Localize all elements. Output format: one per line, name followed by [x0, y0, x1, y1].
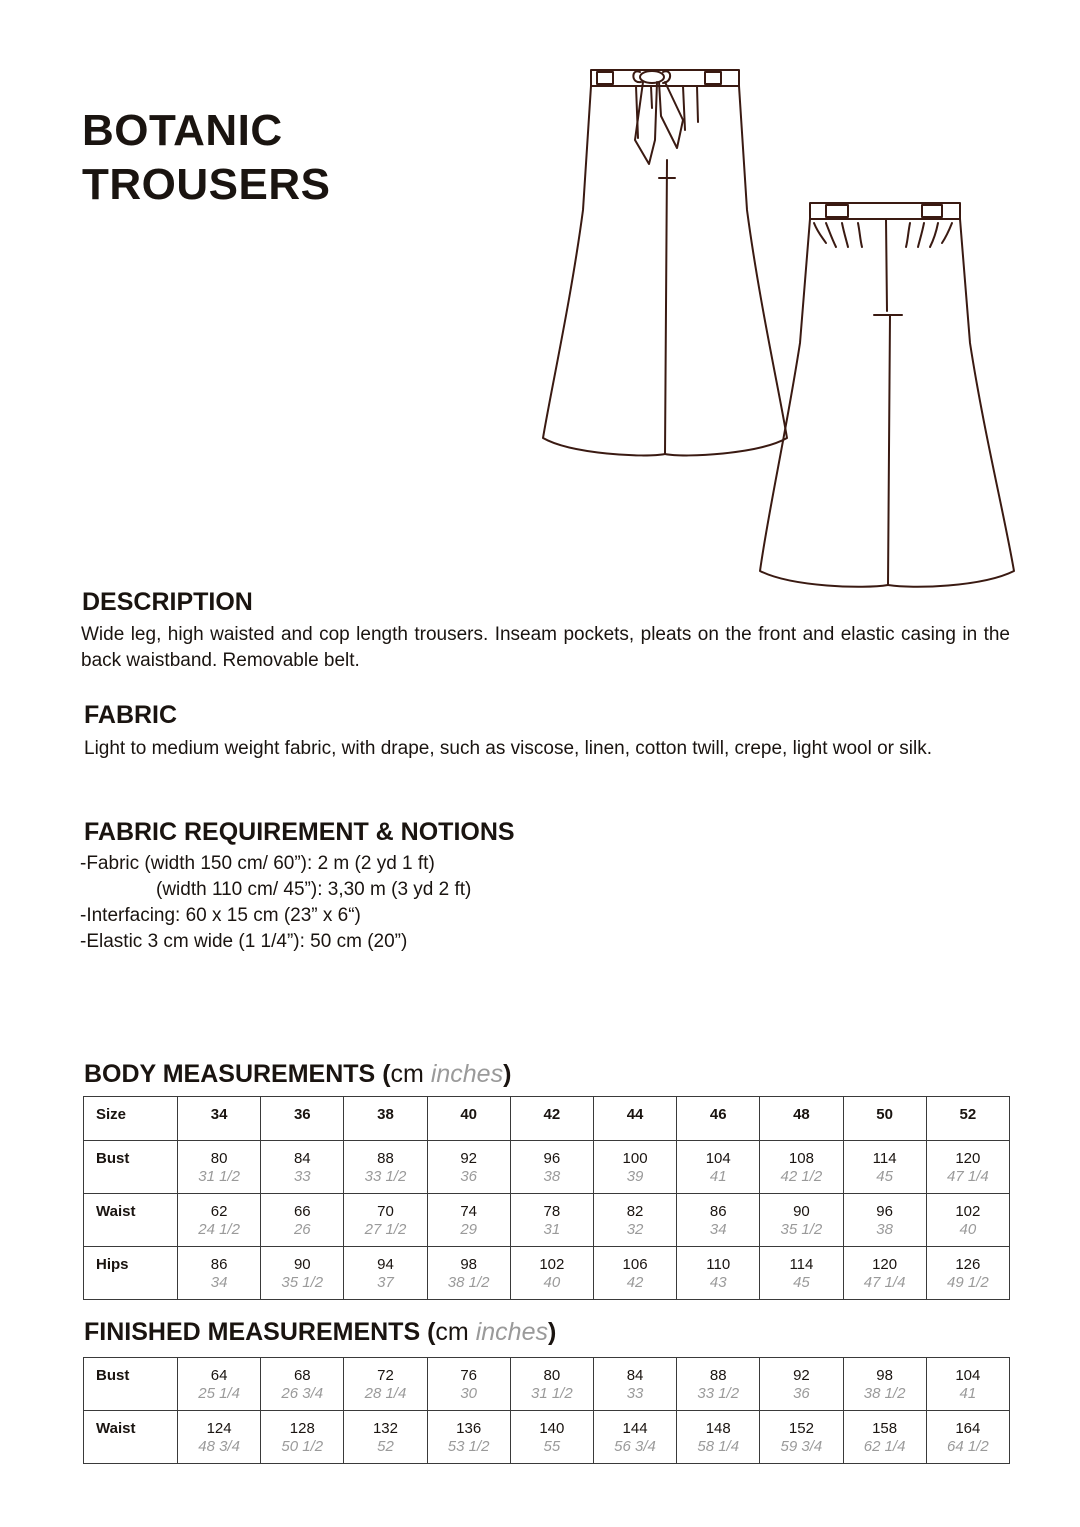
- size-header-row: [84, 1097, 1010, 1141]
- value-inches: 36: [460, 1168, 477, 1185]
- body-unit-inches: inches: [430, 1060, 504, 1088]
- value-inches: 31 1/2: [530, 1385, 573, 1402]
- value-cm: 110: [706, 1256, 731, 1273]
- value-cm: 84: [626, 1367, 644, 1384]
- value-inches: 35 1/2: [780, 1221, 823, 1238]
- value-inches: 42 1/2: [780, 1168, 823, 1185]
- size-36: 36: [261, 1097, 344, 1141]
- value-inches: 34: [210, 1274, 228, 1291]
- measurement-cell: [178, 1358, 261, 1411]
- value-cm: 102: [955, 1203, 981, 1220]
- title-line-2: TROUSERS: [82, 160, 331, 209]
- value-cm: 104: [705, 1150, 731, 1167]
- value-inches: 30: [460, 1385, 477, 1402]
- value-inches: 27 1/2: [364, 1221, 407, 1238]
- value-cm: 70: [377, 1203, 394, 1220]
- value-cm: 88: [377, 1150, 394, 1167]
- value-inches: 59 3/4: [780, 1438, 823, 1455]
- value-cm: 128: [289, 1420, 315, 1437]
- value-inches: 53 1/2: [447, 1438, 490, 1455]
- measurement-cell: [261, 1141, 344, 1194]
- finished-measurements-heading: [84, 1317, 556, 1347]
- value-cm: 96: [543, 1150, 561, 1167]
- back-view-drawing: [752, 193, 1027, 593]
- measurement-cell: [593, 1411, 676, 1464]
- measurement-cell: [593, 1247, 676, 1300]
- value-cm: 90: [793, 1203, 810, 1220]
- value-inches: 25 1/4: [198, 1385, 240, 1402]
- value-inches: 37: [377, 1274, 394, 1291]
- value-inches: 49 1/2: [946, 1274, 989, 1291]
- value-inches: 26: [293, 1221, 311, 1238]
- value-inches: 62 1/4: [863, 1438, 906, 1455]
- measurement-cell: [344, 1247, 427, 1300]
- value-cm: 152: [788, 1420, 814, 1437]
- value-cm: 114: [872, 1150, 897, 1167]
- measurement-cell: [261, 1194, 344, 1247]
- value-cm: 82: [626, 1203, 644, 1220]
- value-inches: 64 1/2: [946, 1438, 989, 1455]
- value-cm: 92: [460, 1150, 477, 1167]
- size-50: 50: [843, 1097, 926, 1141]
- value-cm: 106: [622, 1256, 648, 1273]
- measurement-cell: [926, 1247, 1009, 1300]
- value-cm: 86: [709, 1203, 727, 1220]
- value-inches: 31: [543, 1221, 561, 1238]
- requirement-elastic: -Elastic 3 cm wide (1 1/4”): 50 cm (20”): [80, 931, 408, 952]
- body-measurements-heading: [84, 1059, 511, 1089]
- value-cm: 136: [456, 1420, 482, 1437]
- value-inches: 58 1/4: [697, 1438, 740, 1455]
- value-cm: 74: [460, 1203, 477, 1220]
- measurement-cell: [427, 1194, 510, 1247]
- row-label-waist: Waist: [84, 1194, 178, 1247]
- value-inches: 56 3/4: [614, 1438, 656, 1455]
- measurement-cell: [926, 1194, 1009, 1247]
- value-inches: 33: [293, 1168, 311, 1185]
- value-inches: 47 1/4: [863, 1274, 906, 1291]
- value-cm: 148: [705, 1420, 731, 1437]
- measurement-cell: [427, 1358, 510, 1411]
- requirement-fabric-150: -Fabric (width 150 cm/ 60”): 2 m (2 yd 1 ft): [80, 853, 435, 874]
- value-inches: 32: [626, 1221, 644, 1238]
- value-inches: 36: [793, 1385, 810, 1402]
- row-label-bust: Bust: [84, 1141, 178, 1194]
- value-inches: 45: [793, 1274, 810, 1291]
- pattern-title: [82, 104, 330, 212]
- value-cm: 124: [206, 1420, 232, 1437]
- value-cm: 164: [955, 1420, 981, 1437]
- fabric-text: Light to medium weight fabric, with drape, such as viscose, linen, cotton twill, crepe, light wool or silk.: [84, 738, 932, 759]
- measurement-cell: [843, 1247, 926, 1300]
- measurement-cell: [510, 1358, 593, 1411]
- value-inches: 33 1/2: [697, 1385, 740, 1402]
- value-cm: 78: [543, 1203, 561, 1220]
- table-row: [84, 1411, 1010, 1464]
- measurement-cell: [677, 1141, 760, 1194]
- value-cm: 100: [622, 1150, 648, 1167]
- measurement-cell: [926, 1141, 1009, 1194]
- measurement-cell: [926, 1411, 1009, 1464]
- value-cm: 108: [788, 1150, 814, 1167]
- size-34: 34: [178, 1097, 261, 1141]
- measurement-cell: [427, 1141, 510, 1194]
- value-inches: 40: [959, 1221, 977, 1238]
- body-unit-cm: cm: [390, 1060, 424, 1088]
- table-row: [84, 1141, 1010, 1194]
- value-cm: 158: [872, 1420, 898, 1437]
- measurement-cell: [760, 1194, 843, 1247]
- finished-heading-text: FINISHED MEASUREMENTS: [84, 1318, 421, 1346]
- measurement-cell: [760, 1247, 843, 1300]
- value-cm: 98: [876, 1367, 893, 1384]
- value-cm: 62: [210, 1203, 228, 1220]
- measurement-cell: [843, 1194, 926, 1247]
- size-52: 52: [926, 1097, 1009, 1141]
- requirements-list: [80, 851, 471, 955]
- row-label-hips: Hips: [84, 1247, 178, 1300]
- value-cm: 90: [293, 1256, 311, 1273]
- measurement-cell: [760, 1411, 843, 1464]
- measurement-cell: [760, 1358, 843, 1411]
- value-cm: 104: [955, 1367, 981, 1384]
- fabric-heading: FABRIC: [84, 701, 178, 729]
- measurement-cell: [261, 1358, 344, 1411]
- value-inches: 33 1/2: [364, 1168, 407, 1185]
- value-cm: 92: [793, 1367, 810, 1384]
- value-cm: 126: [955, 1256, 981, 1273]
- finished-unit-cm: cm: [435, 1318, 469, 1346]
- value-cm: 88: [709, 1367, 727, 1384]
- value-inches: 26 3/4: [281, 1385, 324, 1402]
- body-heading-text: BODY MEASUREMENTS: [84, 1060, 376, 1088]
- value-inches: 47 1/4: [946, 1168, 989, 1185]
- size-38: 38: [344, 1097, 427, 1141]
- value-cm: 64: [210, 1367, 228, 1384]
- value-cm: 120: [955, 1150, 981, 1167]
- measurement-cell: [344, 1358, 427, 1411]
- value-inches: 24 1/2: [198, 1221, 240, 1238]
- value-inches: 52: [377, 1438, 394, 1455]
- value-inches: 55: [543, 1438, 561, 1455]
- value-inches: 34: [709, 1221, 727, 1238]
- measurement-cell: [843, 1411, 926, 1464]
- measurement-cell: [593, 1141, 676, 1194]
- value-inches: 38: [876, 1221, 893, 1238]
- measurement-cell: [510, 1247, 593, 1300]
- measurement-cell: [677, 1358, 760, 1411]
- value-cm: 94: [377, 1256, 394, 1273]
- value-inches: 42: [626, 1274, 644, 1291]
- measurement-cell: [178, 1141, 261, 1194]
- finished-measurements-rows: [84, 1358, 1010, 1464]
- value-cm: 140: [539, 1420, 565, 1437]
- value-inches: 35 1/2: [281, 1274, 324, 1291]
- measurement-cell: [427, 1411, 510, 1464]
- finished-paren-open: (: [427, 1318, 436, 1346]
- measurement-cell: [677, 1247, 760, 1300]
- value-cm: 120: [872, 1256, 898, 1273]
- finished-paren-close: ): [547, 1318, 557, 1346]
- value-inches: 38 1/2: [447, 1274, 490, 1291]
- value-cm: 80: [543, 1367, 561, 1384]
- measurement-cell: [510, 1194, 593, 1247]
- value-cm: 102: [539, 1256, 565, 1273]
- description-heading: DESCRIPTION: [82, 588, 253, 616]
- measurement-cell: [593, 1194, 676, 1247]
- measurement-cell: [178, 1194, 261, 1247]
- finished-unit-inches: inches: [475, 1318, 548, 1346]
- value-cm: 84: [293, 1150, 311, 1167]
- value-inches: 41: [959, 1385, 977, 1402]
- body-paren-close: ): [503, 1060, 512, 1088]
- requirements-heading: FABRIC REQUIREMENT & NOTIONS: [84, 818, 515, 846]
- measurement-cell: [510, 1141, 593, 1194]
- requirement-interfacing: -Interfacing: 60 x 15 cm (23” x 6“): [80, 905, 361, 926]
- table-row: [84, 1358, 1010, 1411]
- measurement-cell: [677, 1411, 760, 1464]
- body-paren-open: (: [382, 1060, 391, 1088]
- size-44: 44: [593, 1097, 676, 1141]
- value-inches: 31 1/2: [198, 1168, 240, 1185]
- value-inches: 40: [543, 1274, 561, 1291]
- value-cm: 114: [789, 1256, 814, 1273]
- value-cm: 132: [372, 1420, 398, 1437]
- value-cm: 144: [622, 1420, 648, 1437]
- value-inches: 45: [876, 1168, 893, 1185]
- measurement-cell: [178, 1247, 261, 1300]
- value-cm: 80: [210, 1150, 228, 1167]
- value-cm: 86: [210, 1256, 228, 1273]
- value-cm: 76: [460, 1367, 477, 1384]
- size-42: 42: [510, 1097, 593, 1141]
- measurement-cell: [261, 1247, 344, 1300]
- value-inches: 38 1/2: [863, 1385, 906, 1402]
- value-inches: 28 1/4: [364, 1385, 407, 1402]
- value-cm: 96: [876, 1203, 893, 1220]
- measurement-cell: [677, 1194, 760, 1247]
- measurement-cell: [344, 1411, 427, 1464]
- value-inches: 33: [626, 1385, 644, 1402]
- table-row: [84, 1247, 1010, 1300]
- value-cm: 66: [293, 1203, 311, 1220]
- size-label: Size: [84, 1097, 178, 1141]
- row-label-bust: Bust: [84, 1358, 178, 1411]
- value-inches: 29: [460, 1221, 477, 1238]
- body-measurements-rows: [84, 1097, 1010, 1300]
- measurement-cell: [427, 1247, 510, 1300]
- measurement-cell: [344, 1141, 427, 1194]
- requirement-fabric-110: (width 110 cm/ 45”): 3,30 m (3 yd 2 ft): [156, 879, 472, 900]
- measurement-cell: [510, 1411, 593, 1464]
- size-48: 48: [760, 1097, 843, 1141]
- value-cm: 68: [293, 1367, 311, 1384]
- title-line-1: BOTANIC: [82, 106, 283, 155]
- value-inches: 48 3/4: [198, 1438, 240, 1455]
- value-cm: 98: [460, 1256, 477, 1273]
- measurement-cell: [843, 1358, 926, 1411]
- measurement-cell: [178, 1411, 261, 1464]
- value-inches: 50 1/2: [281, 1438, 324, 1455]
- measurement-cell: [344, 1194, 427, 1247]
- measurement-cell: [843, 1141, 926, 1194]
- size-40: 40: [427, 1097, 510, 1141]
- finished-measurements-table: [83, 1357, 1010, 1464]
- value-cm: 72: [377, 1367, 394, 1384]
- measurement-cell: [926, 1358, 1009, 1411]
- body-measurements-table: [83, 1096, 1010, 1300]
- row-label-waist: Waist: [84, 1411, 178, 1464]
- value-inches: 43: [709, 1274, 727, 1291]
- description-text: Wide leg, high waisted and cop length trousers. Inseam pockets, pleats on the front and elastic casing in the back waistband. Removable belt.: [81, 624, 1010, 671]
- size-46: 46: [677, 1097, 760, 1141]
- value-inches: 39: [626, 1168, 644, 1185]
- measurement-cell: [261, 1411, 344, 1464]
- value-inches: 38: [543, 1168, 561, 1185]
- value-inches: 41: [709, 1168, 727, 1185]
- measurement-cell: [593, 1358, 676, 1411]
- table-row: [84, 1194, 1010, 1247]
- measurement-cell: [760, 1141, 843, 1194]
